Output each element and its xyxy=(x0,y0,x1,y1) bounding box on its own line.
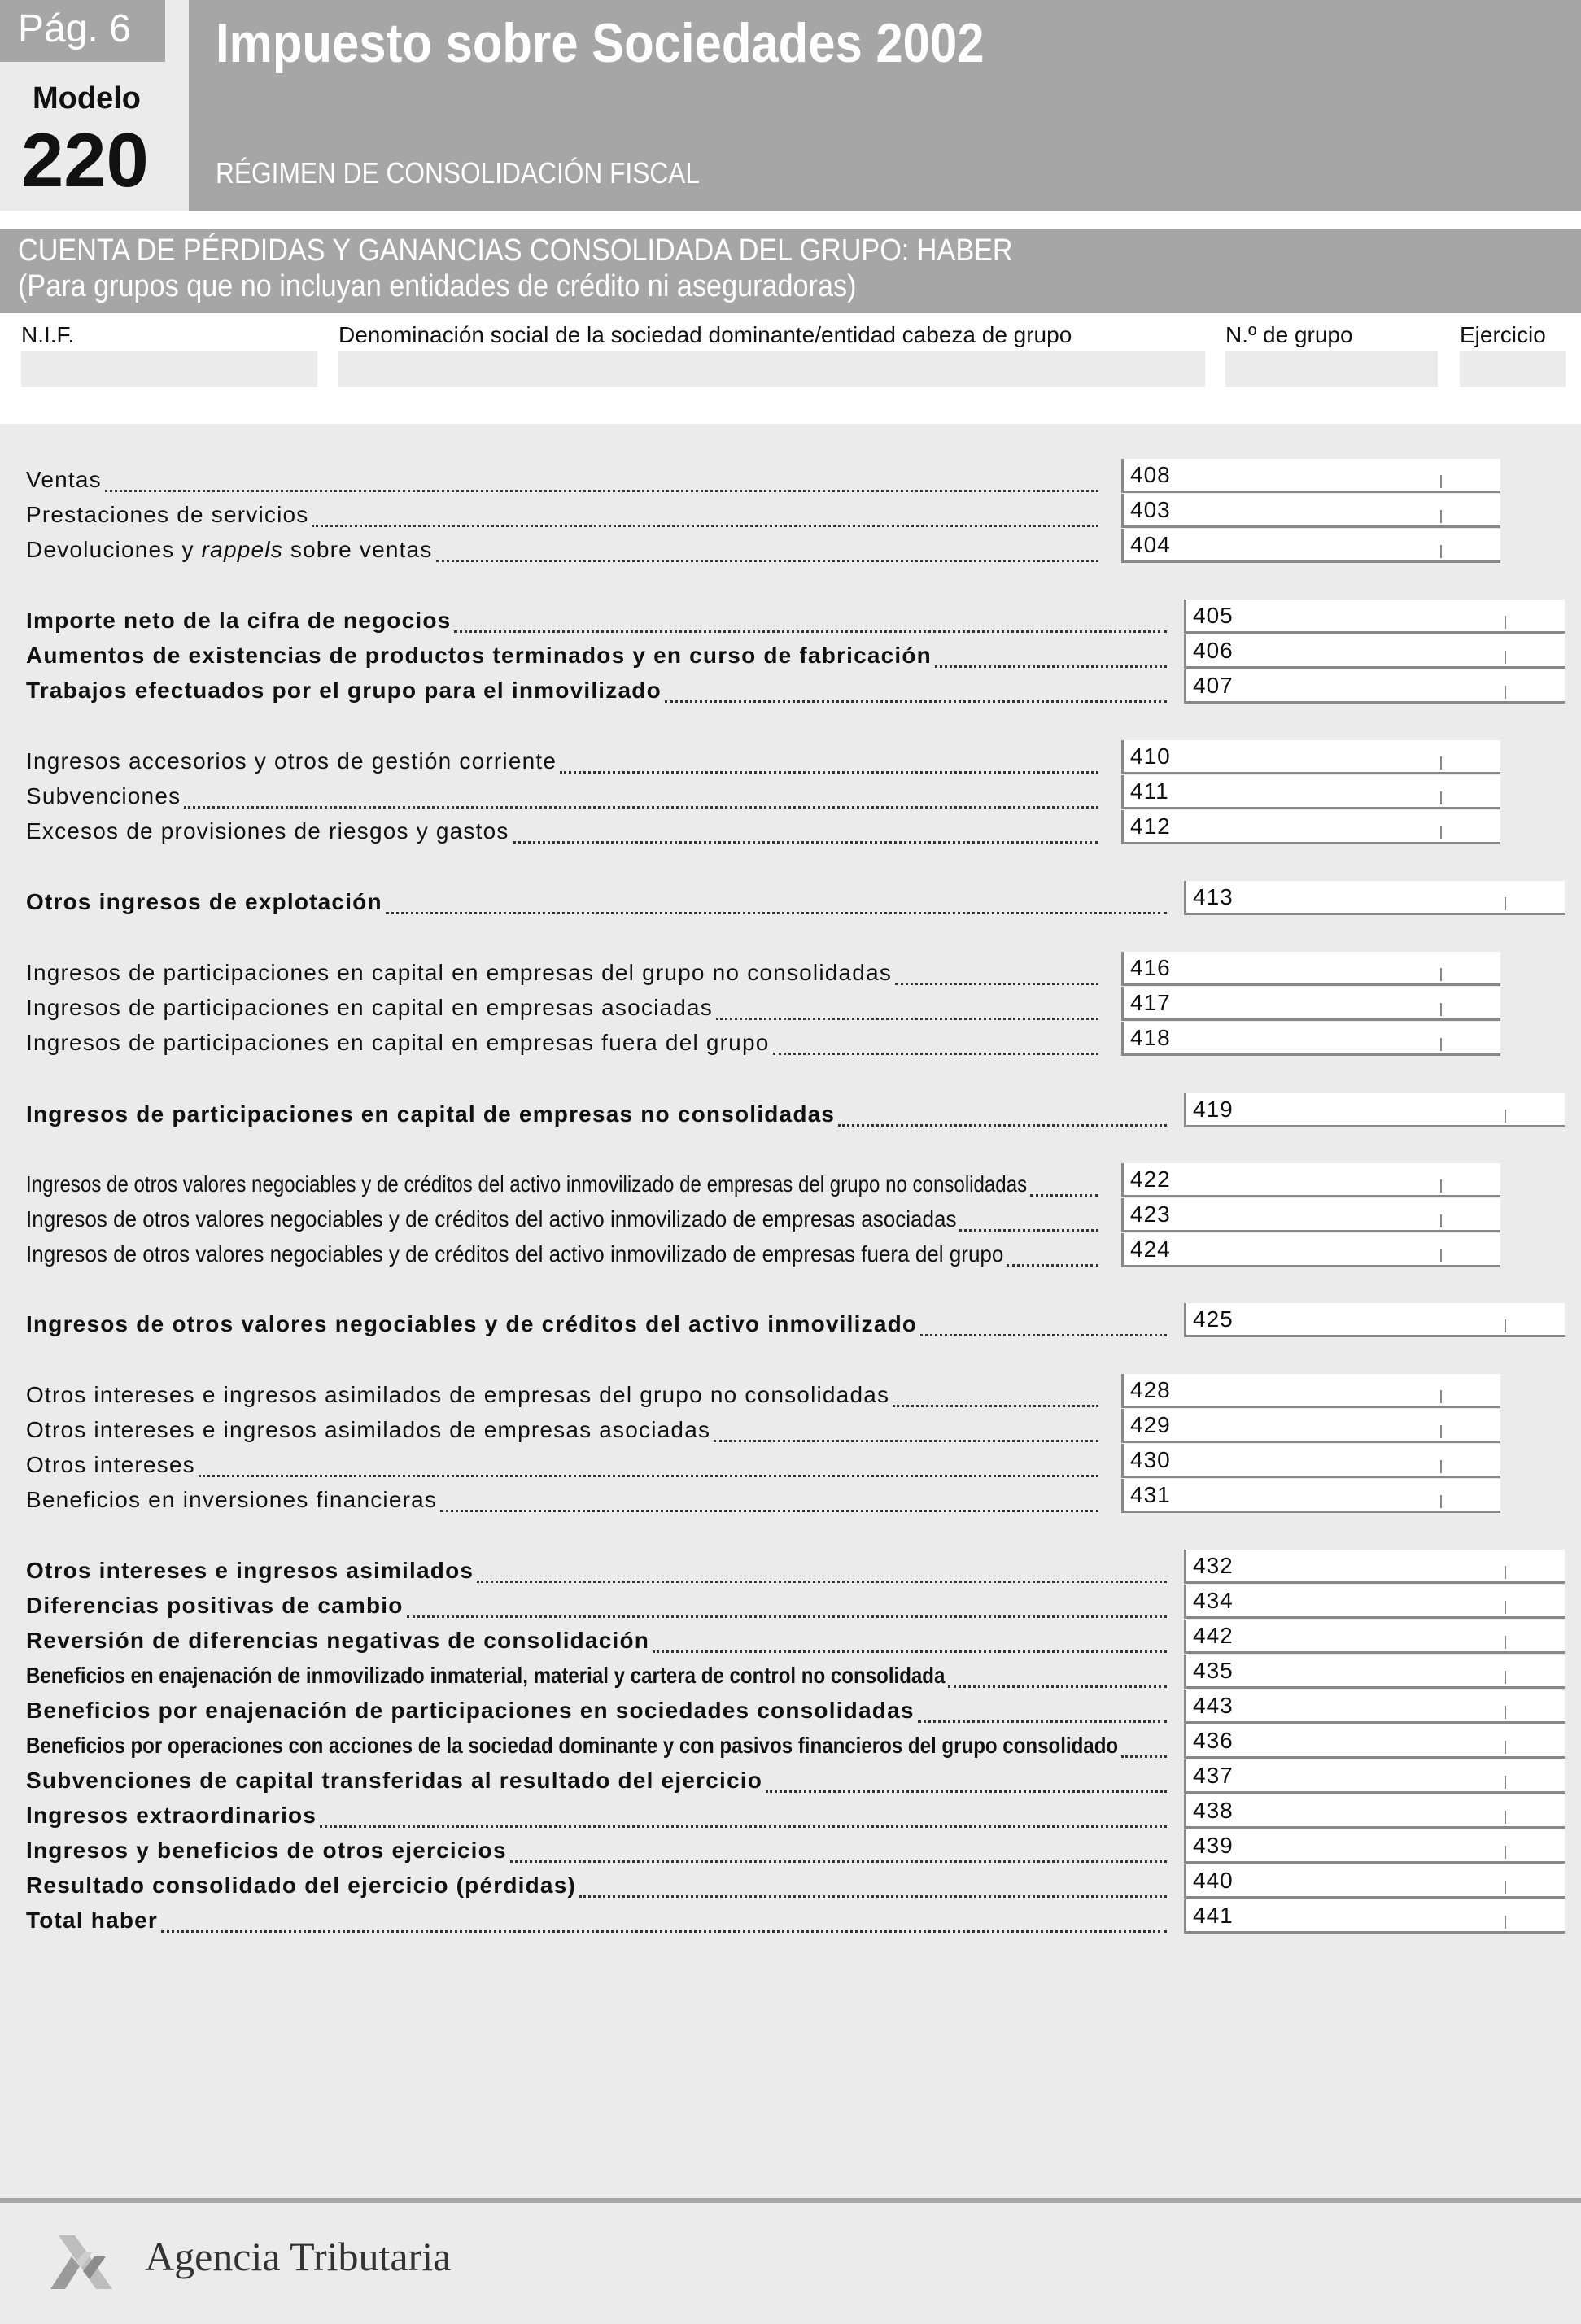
amount-field-405[interactable] xyxy=(1184,600,1565,634)
item-label-422: Ingresos de otros valores negociables y de créditos del activo inmovilizado de empresas del grupo no consolidadas xyxy=(26,1171,1028,1197)
fiscal-year-label: Ejercicio xyxy=(1460,322,1546,347)
decimal-separator-tick xyxy=(1440,1460,1442,1473)
item-label-407: Trabajos efectuados por el grupo para el inmovilizado xyxy=(26,678,662,703)
box-code: 441 xyxy=(1193,1903,1234,1928)
box-code: 422 xyxy=(1130,1166,1171,1192)
leader-dots xyxy=(161,1930,1167,1933)
decimal-separator-tick xyxy=(1505,616,1506,629)
leader-dots xyxy=(766,1790,1167,1793)
box-code: 418 xyxy=(1130,1025,1171,1050)
box-code: 413 xyxy=(1193,884,1234,909)
decimal-separator-tick xyxy=(1505,897,1506,910)
leader-dots xyxy=(918,1720,1167,1723)
leader-dots xyxy=(773,1053,1099,1055)
item-label-417: Ingresos de participaciones en capital en empresas asociadas xyxy=(26,995,714,1020)
item-label-436: Beneficios por operaciones con acciones de la sociedad dominante y con pasivos financieros del grupo consolidado xyxy=(26,1733,1119,1758)
decimal-separator-tick xyxy=(1440,1425,1442,1438)
item-label-424: Ingresos de otros valores negociables y de créditos del activo inmovilizado de empresas fuera del grupo xyxy=(26,1241,1004,1267)
box-code: 428 xyxy=(1130,1377,1171,1402)
box-code: 439 xyxy=(1193,1833,1234,1858)
leader-dots xyxy=(199,1475,1098,1477)
decimal-separator-tick xyxy=(1505,1671,1506,1684)
decimal-separator-tick xyxy=(1505,686,1506,699)
decimal-separator-tick xyxy=(1440,1179,1442,1193)
amount-field-432[interactable] xyxy=(1184,1550,1565,1584)
box-code: 404 xyxy=(1130,532,1171,557)
amount-field-412[interactable] xyxy=(1121,810,1500,844)
item-label-432: Otros intereses e ingresos asimilados xyxy=(26,1558,474,1583)
box-code: 419 xyxy=(1193,1097,1234,1122)
modelo-number: 220 xyxy=(21,117,149,203)
decimal-separator-tick xyxy=(1440,1495,1442,1508)
leader-dots xyxy=(714,1440,1098,1442)
amount-field-439[interactable] xyxy=(1184,1829,1565,1864)
amount-field-434[interactable] xyxy=(1184,1585,1565,1619)
leader-dots xyxy=(407,1615,1167,1618)
leader-dots xyxy=(893,1405,1098,1407)
leader-dots xyxy=(653,1650,1167,1653)
item-label-425: Ingresos de otros valores negociables y de créditos del activo inmovilizado xyxy=(26,1311,918,1336)
group-number-field[interactable] xyxy=(1225,351,1438,387)
modelo-label: Modelo xyxy=(33,81,141,116)
box-code: 438 xyxy=(1193,1798,1234,1823)
decimal-separator-tick xyxy=(1440,1038,1442,1051)
amount-field-428[interactable] xyxy=(1121,1374,1500,1408)
item-label-437: Subvenciones de capital transferidas al resultado del ejercicio xyxy=(26,1768,763,1793)
leader-dots xyxy=(560,771,1098,774)
amount-field-416[interactable] xyxy=(1121,952,1500,986)
leader-dots xyxy=(440,1510,1098,1512)
form-subtitle: RÉGIMEN DE CONSOLIDACIÓN FISCAL xyxy=(216,156,700,190)
decimal-separator-tick xyxy=(1505,1916,1506,1929)
item-label-406: Aumentos de existencias de productos terminados y en curso de fabricación xyxy=(26,643,932,668)
item-label-434: Diferencias positivas de cambio xyxy=(26,1593,404,1618)
item-label-435: Beneficios en enajenación de inmovilizado inmaterial, material y cartera de control no consolidada xyxy=(26,1663,946,1688)
item-label-410: Ingresos accesorios y otros de gestión corriente xyxy=(26,748,557,774)
box-code: 417 xyxy=(1130,990,1171,1015)
item-label-419: Ingresos de participaciones en capital de empresas no consolidadas xyxy=(26,1101,836,1127)
group-number-label: N.º de grupo xyxy=(1225,322,1353,347)
item-label-404: Devoluciones y rappels sobre ventas xyxy=(26,537,433,562)
decimal-separator-tick xyxy=(1505,651,1506,664)
box-code: 435 xyxy=(1193,1658,1234,1683)
amount-field-438[interactable] xyxy=(1184,1794,1565,1829)
section-note: (Para grupos que no incluyan entidades de crédito ni aseguradoras) xyxy=(18,269,857,303)
amount-field-436[interactable] xyxy=(1184,1724,1565,1759)
item-label-428: Otros intereses e ingresos asimilados de empresas del grupo no consolidadas xyxy=(26,1382,890,1407)
item-label-431: Beneficios en inversiones financieras xyxy=(26,1487,438,1512)
amount-field-403[interactable] xyxy=(1121,494,1500,528)
decimal-separator-tick xyxy=(1505,1881,1506,1894)
separator-band xyxy=(0,211,1581,229)
leader-dots xyxy=(838,1124,1167,1127)
decimal-separator-tick xyxy=(1505,1566,1506,1579)
nif-label: N.I.F. xyxy=(21,322,75,347)
leader-dots xyxy=(1121,1755,1167,1758)
decimal-separator-tick xyxy=(1505,1319,1506,1332)
form-title: Impuesto sobre Sociedades 2002 xyxy=(216,12,985,74)
leader-dots xyxy=(454,630,1167,633)
item-label-403: Prestaciones de servicios xyxy=(26,502,309,527)
box-code: 443 xyxy=(1193,1693,1234,1718)
amount-field-408[interactable] xyxy=(1121,459,1500,493)
item-label-412: Excesos de provisiones de riesgos y gastos xyxy=(26,818,509,844)
nif-field[interactable] xyxy=(21,351,317,387)
box-code: 429 xyxy=(1130,1412,1171,1437)
decimal-separator-tick xyxy=(1440,968,1442,981)
amount-field-440[interactable] xyxy=(1184,1864,1565,1899)
decimal-separator-tick xyxy=(1440,475,1442,488)
decimal-separator-tick xyxy=(1440,1003,1442,1016)
box-code: 416 xyxy=(1130,955,1171,980)
decimal-separator-tick xyxy=(1505,1706,1506,1719)
item-label-439: Ingresos y beneficios de otros ejercicios xyxy=(26,1838,507,1863)
amount-field-407[interactable] xyxy=(1184,669,1565,704)
box-code: 423 xyxy=(1130,1201,1171,1227)
company-name-field[interactable] xyxy=(338,351,1205,387)
decimal-separator-tick xyxy=(1440,791,1442,804)
amount-field-437[interactable] xyxy=(1184,1759,1565,1794)
amount-field-424[interactable] xyxy=(1121,1233,1500,1267)
leader-dots xyxy=(105,490,1098,492)
company-name-label: Denominación social de la sociedad dominante/entidad cabeza de grupo xyxy=(338,322,1072,347)
item-label-443: Beneficios por enajenación de participaciones en sociedades consolidadas xyxy=(26,1698,915,1723)
agencia-tributaria-logo-icon xyxy=(47,2229,116,2292)
item-label-423: Ingresos de otros valores negociables y de créditos del activo inmovilizado de empresas asociadas xyxy=(26,1206,957,1232)
item-label-408: Ventas xyxy=(26,467,102,492)
amount-field-441[interactable] xyxy=(1184,1899,1565,1934)
amount-field-413[interactable] xyxy=(1184,881,1565,915)
decimal-separator-tick xyxy=(1440,1249,1442,1262)
leader-dots xyxy=(320,1825,1167,1828)
item-label-442: Reversión de diferencias negativas de consolidación xyxy=(26,1628,650,1653)
box-code: 412 xyxy=(1130,813,1171,839)
agency-name: Agencia Tributaria xyxy=(145,2234,452,2279)
leader-dots xyxy=(312,525,1098,527)
decimal-separator-tick xyxy=(1505,1741,1506,1754)
decimal-separator-tick xyxy=(1440,1214,1442,1227)
amount-field-417[interactable] xyxy=(1121,987,1500,1021)
amount-field-404[interactable] xyxy=(1121,529,1500,563)
item-label-430: Otros intereses xyxy=(26,1452,195,1477)
box-code: 407 xyxy=(1193,673,1234,698)
amount-field-418[interactable] xyxy=(1121,1022,1500,1056)
amount-field-406[interactable] xyxy=(1184,634,1565,669)
amount-field-430[interactable] xyxy=(1121,1444,1500,1478)
decimal-separator-tick xyxy=(1440,756,1442,770)
leader-dots xyxy=(513,841,1098,844)
box-code: 424 xyxy=(1130,1236,1171,1262)
leader-dots xyxy=(1030,1194,1098,1197)
box-code: 432 xyxy=(1193,1553,1234,1578)
item-label-411: Subvenciones xyxy=(26,783,181,809)
leader-dots xyxy=(436,560,1098,562)
decimal-separator-tick xyxy=(1505,1601,1506,1614)
item-label-429: Otros intereses e ingresos asimilados de empresas asociadas xyxy=(26,1417,711,1442)
decimal-separator-tick xyxy=(1505,1110,1506,1123)
decimal-separator-tick xyxy=(1505,1846,1506,1859)
decimal-separator-tick xyxy=(1505,1811,1506,1824)
amount-field-435[interactable] xyxy=(1184,1655,1565,1689)
decimal-separator-tick xyxy=(1505,1636,1506,1649)
amount-field-410[interactable] xyxy=(1121,740,1500,774)
amount-field-442[interactable] xyxy=(1184,1620,1565,1654)
amount-field-411[interactable] xyxy=(1121,775,1500,809)
amount-field-419[interactable] xyxy=(1184,1093,1565,1127)
item-label-416: Ingresos de participaciones en capital en empresas del grupo no consolidadas xyxy=(26,960,893,985)
leader-dots xyxy=(1007,1264,1098,1267)
amount-field-425[interactable] xyxy=(1184,1303,1565,1337)
fiscal-year-field[interactable] xyxy=(1460,351,1566,387)
leader-dots xyxy=(935,665,1167,668)
box-code: 410 xyxy=(1130,743,1171,769)
amount-field-422[interactable] xyxy=(1121,1163,1500,1197)
box-code: 408 xyxy=(1130,462,1171,487)
box-code: 442 xyxy=(1193,1623,1234,1648)
amount-field-431[interactable] xyxy=(1121,1479,1500,1513)
amount-field-423[interactable] xyxy=(1121,1198,1500,1232)
amount-field-443[interactable] xyxy=(1184,1690,1565,1724)
amount-field-429[interactable] xyxy=(1121,1409,1500,1443)
item-label-413: Otros ingresos de explotación xyxy=(26,889,382,914)
item-label-418: Ingresos de participaciones en capital en empresas fuera del grupo xyxy=(26,1030,770,1055)
box-code: 440 xyxy=(1193,1868,1234,1893)
box-code: 430 xyxy=(1130,1447,1171,1472)
box-code: 425 xyxy=(1193,1306,1234,1332)
box-code: 436 xyxy=(1193,1728,1234,1753)
decimal-separator-tick xyxy=(1440,545,1442,558)
decimal-separator-tick xyxy=(1505,1776,1506,1789)
box-code: 411 xyxy=(1130,778,1169,804)
decimal-separator-tick xyxy=(1440,826,1442,839)
box-code: 431 xyxy=(1130,1482,1171,1507)
item-label-405: Importe neto de la cifra de negocios xyxy=(26,608,452,633)
box-code: 405 xyxy=(1193,603,1234,628)
leader-dots xyxy=(510,1860,1167,1863)
page-number: Pág. 6 xyxy=(18,7,131,50)
leader-dots xyxy=(665,700,1167,703)
box-code: 403 xyxy=(1130,497,1171,522)
item-label-441: Total haber xyxy=(26,1908,159,1933)
leader-dots xyxy=(716,1018,1098,1020)
leader-dots xyxy=(579,1895,1167,1898)
section-title: CUENTA DE PÉRDIDAS Y GANANCIAS CONSOLIDADA DEL GRUPO: HABER xyxy=(18,233,1013,268)
leader-dots xyxy=(920,1334,1167,1336)
leader-dots xyxy=(895,983,1098,985)
decimal-separator-tick xyxy=(1440,510,1442,523)
box-code: 434 xyxy=(1193,1588,1234,1613)
leader-dots xyxy=(948,1685,1167,1688)
item-label-440: Resultado consolidado del ejercicio (pérdidas) xyxy=(26,1873,576,1898)
leader-dots xyxy=(959,1229,1098,1232)
box-code: 406 xyxy=(1193,638,1234,663)
leader-dots xyxy=(184,806,1098,809)
leader-dots xyxy=(477,1581,1167,1583)
box-code: 437 xyxy=(1193,1763,1234,1788)
item-label-438: Ingresos extraordinarios xyxy=(26,1803,317,1828)
leader-dots xyxy=(386,912,1167,914)
decimal-separator-tick xyxy=(1440,1390,1442,1403)
